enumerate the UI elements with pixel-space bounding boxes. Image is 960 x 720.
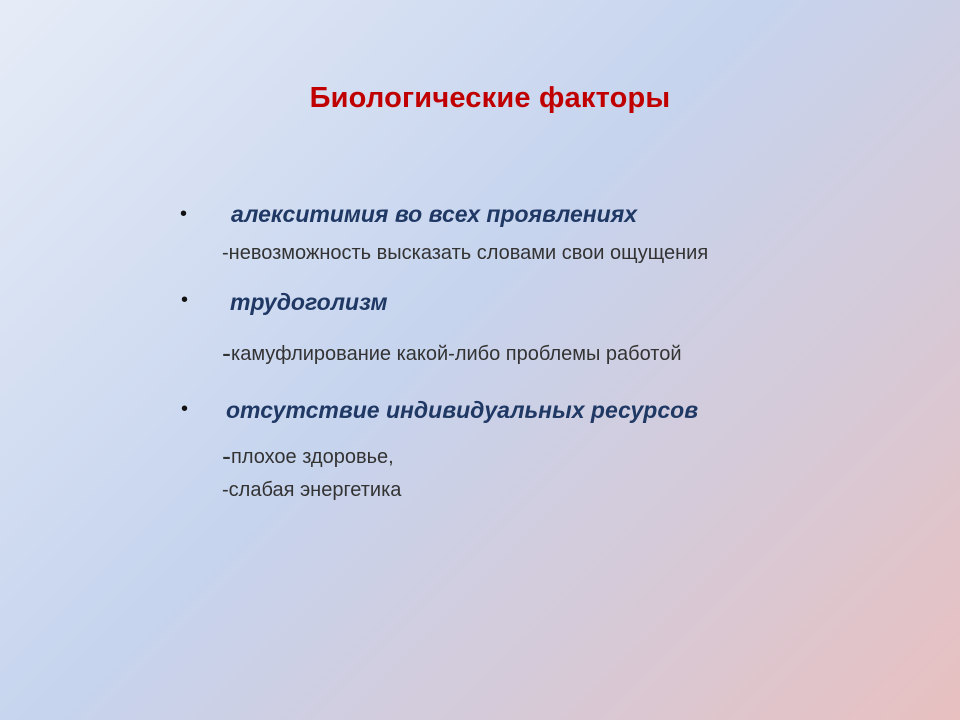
sub-dash: - [222,338,231,368]
sub-dash: - [222,441,231,471]
item-sub-line: -невозможность высказать словами свои ощущения [222,242,709,264]
bullet-icon: • [180,203,188,225]
item-heading-alexithymia: алекситимия во всех проявлениях [231,201,638,227]
item-heading-no-resources: отсутствие индивидуальных ресурсов [226,397,699,423]
sub-text: плохое здоровье, [231,446,394,468]
sub-text: камуфлирование какой-либо проблемы работой [231,343,682,365]
item-heading-workaholism: трудоголизм [230,289,388,315]
bullet-icon: • [181,398,189,420]
item-sub-line [222,338,682,369]
item-sub-line: -слабая энергетика [222,479,402,501]
bullet-icon: • [181,289,189,311]
item-sub-line [222,441,394,472]
slide-title: Биологические факторы [309,82,671,114]
